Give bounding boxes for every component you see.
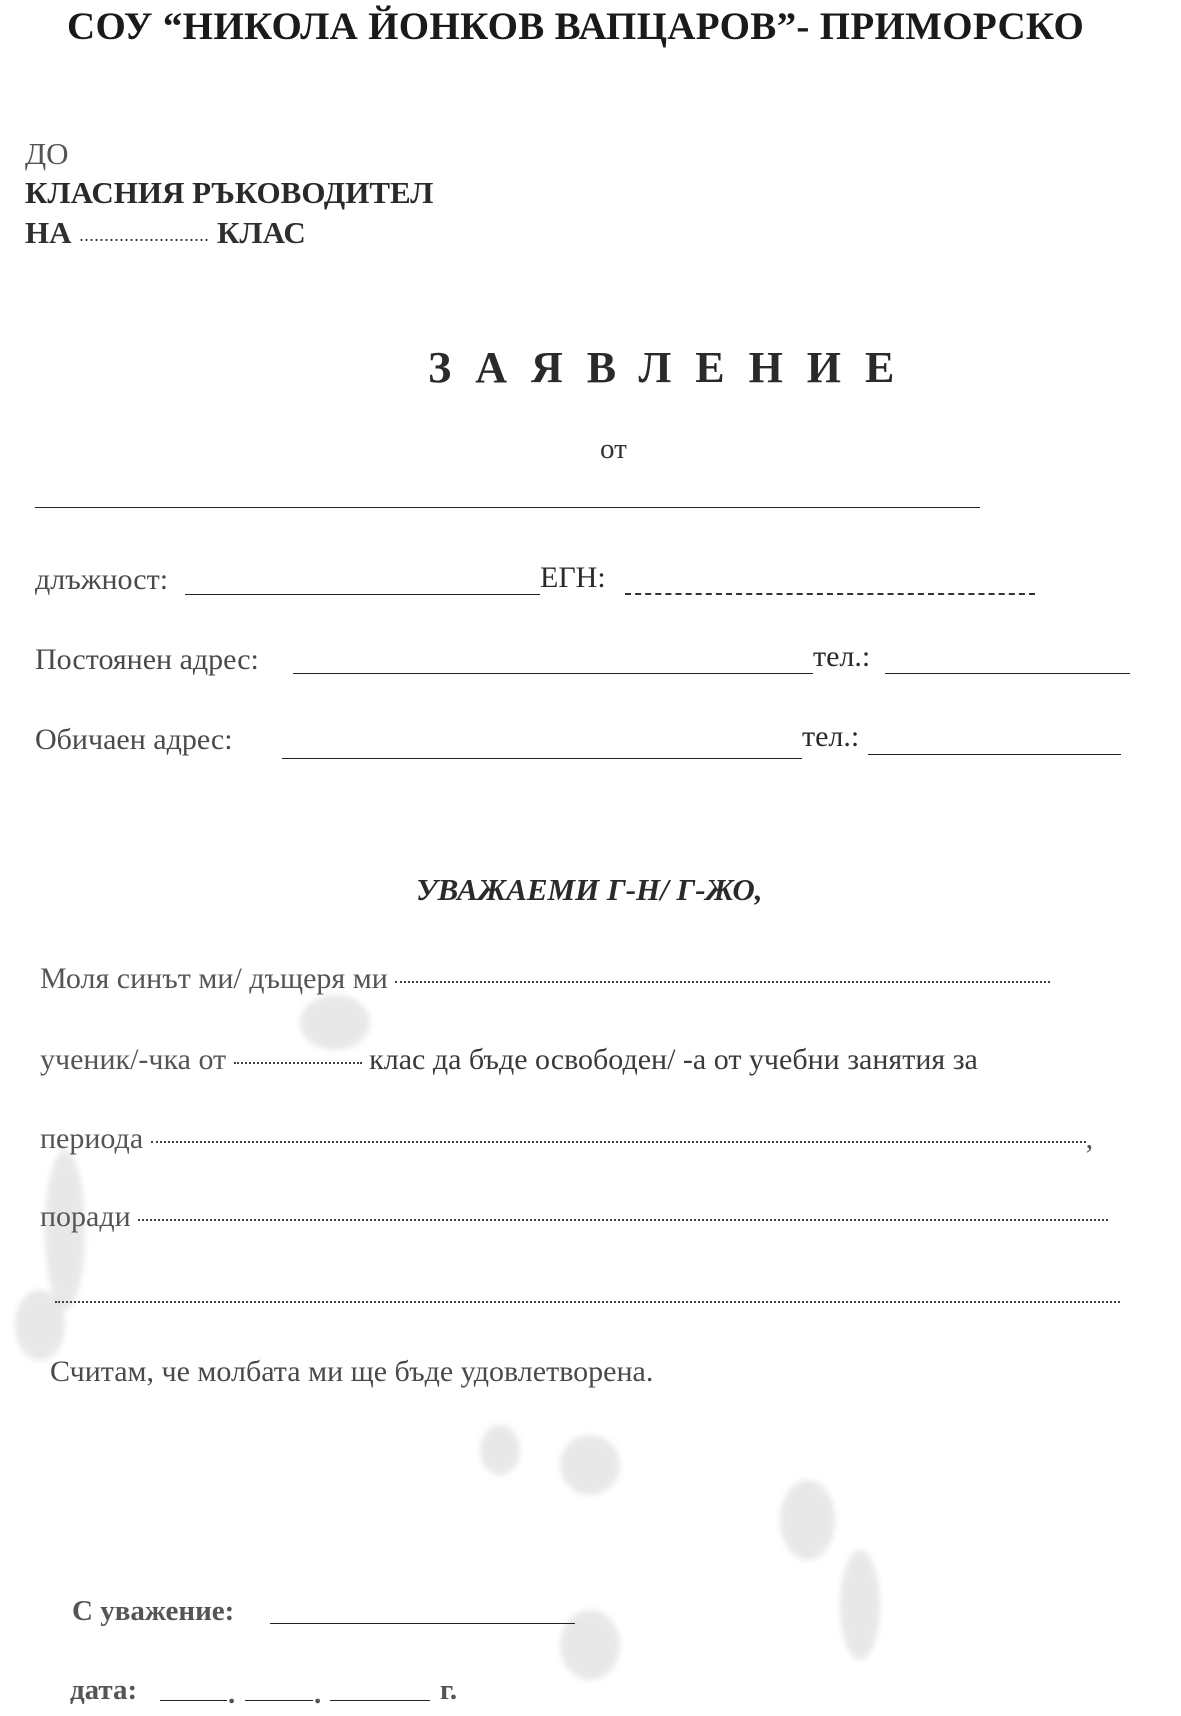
scan-blotch xyxy=(560,1435,620,1495)
permanent-phone-label: тел.: xyxy=(813,640,871,673)
date-separator-1: . xyxy=(228,1678,236,1710)
egn-label: ЕГН: xyxy=(540,561,606,594)
exemption-text: клас да бъде освободен/ -а от учебни занятия за xyxy=(369,1043,978,1076)
scan-blotch xyxy=(780,1480,835,1560)
addressee-class-suffix: КЛАС xyxy=(217,215,306,250)
usual-address-label: Обичаен адрес: xyxy=(35,723,233,756)
addressee-recipient: КЛАСНИЯ РЪКОВОДИТЕЛ xyxy=(25,175,434,210)
scan-blotch xyxy=(300,995,370,1050)
student-class-field[interactable] xyxy=(234,1062,362,1064)
body-line-5 xyxy=(55,1282,1120,1316)
body-line-4 xyxy=(40,1200,1108,1234)
addressee-to: ДО xyxy=(25,136,69,171)
period-label: периода xyxy=(40,1122,144,1155)
class-blank[interactable]: .......................... xyxy=(79,225,210,245)
from-label: от xyxy=(600,433,627,465)
body-line-2 xyxy=(40,1043,978,1077)
scan-blotch xyxy=(480,1425,520,1475)
usual-address-field[interactable] xyxy=(282,758,802,759)
regards-label: С уважение: xyxy=(72,1595,235,1627)
date-label: дата: xyxy=(70,1674,138,1706)
usual-phone-label: тел.: xyxy=(802,720,860,753)
applicant-name-field[interactable] xyxy=(35,507,980,508)
school-name: СОУ “НИКОЛА ЙОНКОВ ВАПЦАРОВ”- ПРИМОРСКО xyxy=(67,5,1085,48)
reason-field[interactable] xyxy=(138,1219,1108,1221)
student-class-prefix: ученик/-чка от xyxy=(40,1043,227,1076)
greeting: УВАЖАЕМИ Г-Н/ Г-ЖО, xyxy=(416,872,763,907)
egn-field[interactable] xyxy=(625,593,1035,595)
child-name-field[interactable] xyxy=(395,981,1050,983)
permanent-phone-field[interactable] xyxy=(885,673,1130,674)
child-request-text: Моля синът ми/ дъщеря ми xyxy=(40,962,388,995)
body-line-1 xyxy=(40,962,1050,996)
date-year-field[interactable] xyxy=(330,1700,430,1701)
position-label: длъжност: xyxy=(35,563,169,596)
date-separator-2: . xyxy=(314,1678,322,1710)
permanent-address-label: Постоянен адрес: xyxy=(35,643,259,676)
body-line-3 xyxy=(40,1122,1093,1156)
date-day-field[interactable] xyxy=(160,1700,227,1701)
date-month-field[interactable] xyxy=(245,1700,313,1701)
period-field[interactable] xyxy=(151,1141,1086,1143)
scan-blotch xyxy=(560,1610,620,1680)
reason-label: поради xyxy=(40,1200,131,1233)
year-suffix: г. xyxy=(440,1674,458,1706)
addressee-class-prefix: НА xyxy=(25,215,72,250)
permanent-address-field[interactable] xyxy=(293,673,813,674)
document-title: ЗАЯВЛЕНИЕ xyxy=(428,343,919,392)
reason-field-continued[interactable] xyxy=(55,1301,1120,1303)
closing-sentence: Считам, че молбата ми ще бъде удовлетворена. xyxy=(50,1355,654,1388)
signature-field[interactable] xyxy=(270,1623,575,1624)
position-field[interactable] xyxy=(185,594,540,595)
usual-phone-field[interactable] xyxy=(868,754,1121,755)
period-comma: , xyxy=(1085,1122,1094,1155)
scan-blotch xyxy=(840,1550,880,1660)
addressee-class-line xyxy=(25,215,306,251)
